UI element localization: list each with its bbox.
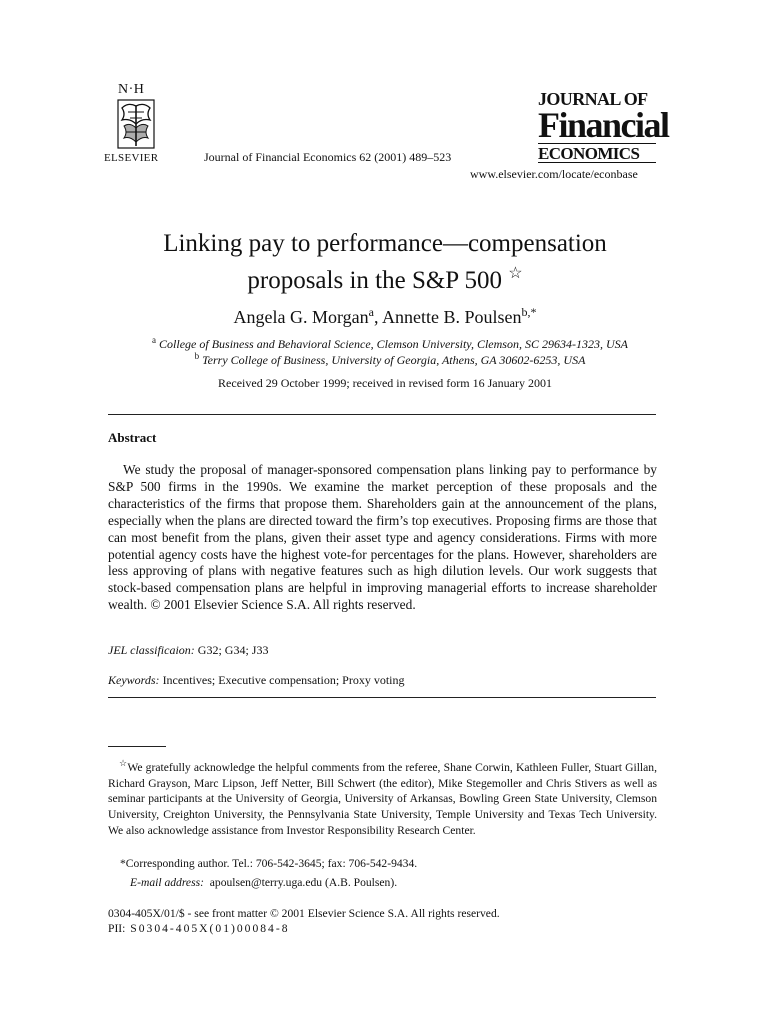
affiliation-text: Terry College of Business, University of Georgia, Athens, GA 30602-6253, USA [202, 353, 586, 367]
affiliation-b [110, 351, 670, 368]
email-value[interactable]: apoulsen@terry.uga.edu (A.B. Poulsen). [209, 876, 398, 889]
keywords-value: Incentives; Executive compensation; Proxy voting [162, 673, 405, 687]
abstract-heading: Abstract [108, 430, 157, 445]
elsevier-tree-icon [116, 98, 156, 150]
author-name: Angela G. Morgan [233, 307, 369, 327]
email-address [130, 876, 397, 889]
author-name: Annette B. Poulsen [381, 307, 522, 327]
front-matter-notice: 0304-405X/01/$ - see front matter © 2001 Elsevier Science S.A. All rights reserved. [108, 907, 500, 920]
author-list [90, 305, 680, 328]
journal-masthead [538, 89, 669, 163]
acknowledgment-footnote [108, 756, 657, 839]
footnote-divider [108, 746, 166, 747]
title-line1: Linking pay to performance—compensation [163, 230, 607, 257]
journal-url[interactable]: www.elsevier.com/locate/econbase [470, 167, 638, 181]
divider [108, 414, 656, 415]
affiliation-text: College of Business and Behavioral Science, Clemson University, Clemson, SC 29634-1323, USA [159, 337, 628, 351]
publisher-name: ELSEVIER [104, 152, 159, 164]
footnote-star-icon: ☆ [119, 758, 128, 768]
publisher-mark: N·H [118, 82, 145, 97]
keywords-label: Keywords: [108, 673, 160, 687]
affiliation-mark: a [152, 335, 157, 345]
email-label: E-mail address: [130, 876, 204, 889]
masthead-line2: Financial [538, 105, 669, 145]
author-affiliation-mark: a [368, 305, 374, 319]
article-title [90, 229, 680, 296]
jel-value: G32; G34; J33 [197, 643, 269, 657]
author-separator: , [373, 307, 382, 327]
received-dates: Received 29 October 1999; received in revised form 16 January 2001 [218, 376, 552, 390]
abstract-body: We study the proposal of manager-sponsored compensation plans linking pay to performance by S&P 500 firms in the 1990s. We examine the market perception of these proposals and the characteristics of the firms that propose them. Shareholders gain at the announcement of the plans, especially when the plans are directed toward the firm’s top executives. Proposing firms are those that can most benefit from the plans, given their asset type and agency considerations. Firms with more potential agency costs have the highest vote-for percentages for the plans. However, shareholders are less approving of plans with negative features such as high dilution levels. Our work suggests that stock-based compensation plans are helpful in improving managerial efforts to increase shareholder wealth. © 2001 Elsevier Science S.A. All rights reserved. [108, 462, 657, 613]
jel-classification [108, 643, 268, 658]
title-line2: proposals in the S&P 500 [247, 267, 503, 294]
title-note-star-icon: ☆ [508, 265, 523, 282]
corresponding-author: *Corresponding author. Tel.: 706-542-3645; fax: 706-542-9434. [120, 857, 418, 870]
affiliation-a [110, 335, 670, 352]
pii [108, 922, 290, 935]
acknowledgment-text: We gratefully acknowledge the helpful comments from the referee, Shane Corwin, Kathleen Fuller, Stuart Gillan, Richard Grayson, Marc Lipson, Jeff Netter, Bill Schwert (the editor), Mike Stegemoller and Chris Stivers as well as seminar participants at the University of Georgia, University of Arkansas, Bowling Green State University, Clemson University, Creighton University, the Pennsylvania State University, Temple University and Texas Tech University. We also acknowledge assistance from Investor Responsibility Research Center. [108, 760, 657, 838]
masthead-line1: JOURNAL OF [538, 89, 648, 109]
jel-label: JEL classificaion: [108, 643, 195, 657]
affiliation-mark: b [194, 351, 200, 361]
author-affiliation-mark: b,* [521, 305, 537, 319]
masthead-line3: ECONOMICS [538, 143, 656, 163]
pii-value: S0304-405X(01)00084-8 [130, 922, 290, 935]
journal-citation: Journal of Financial Economics 62 (2001) 489–523 [204, 150, 452, 164]
pii-label: PII: [108, 922, 126, 935]
divider [108, 697, 656, 698]
keywords [108, 673, 405, 688]
